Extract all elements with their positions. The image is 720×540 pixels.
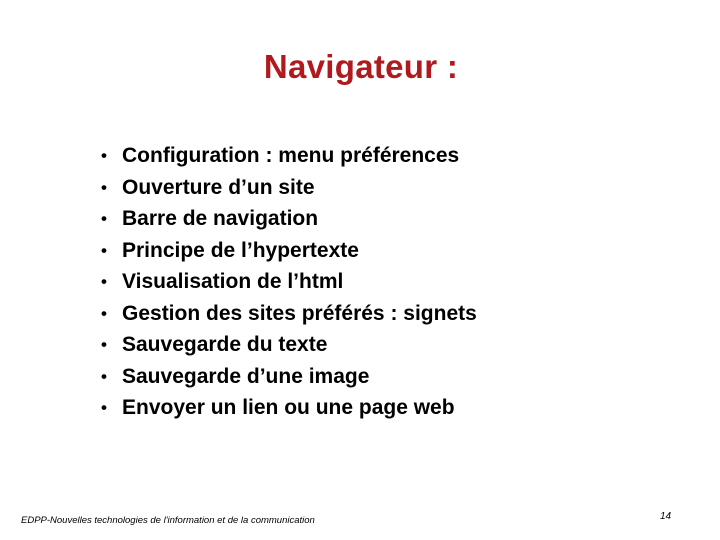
list-item-text: Visualisation de l’html [122, 270, 344, 293]
list-item-text: Principe de l’hypertexte [122, 238, 359, 262]
list-item-text: Configuration : menu préférences [122, 144, 460, 167]
list-item-text: Sauvegarde d’une image [122, 364, 370, 388]
list-item-text: Gestion des sites préférés : signets [122, 301, 477, 325]
footer-text: EDPP-Nouvelles technologies de l'information et de la communication [21, 515, 315, 526]
bullet-icon: • [101, 240, 107, 260]
slide-title-text: Navigateur : [263, 48, 459, 85]
list-item-text: Sauvegarde du texte [122, 333, 328, 356]
bullet-icon: • [101, 335, 107, 354]
list-item-text: Ouverture d’un site [122, 175, 315, 199]
list-item-text: Envoyer un lien ou une page web [122, 396, 455, 419]
bullet-icon: • [101, 209, 107, 228]
bullet-icon: • [101, 272, 107, 291]
bullet-icon: • [101, 303, 107, 323]
bullet-icon: • [101, 146, 107, 165]
page-number: 14 [660, 511, 672, 522]
bullet-icon: • [101, 398, 107, 417]
list-item-text: Barre de navigation [122, 207, 319, 230]
slide-title [0, 48, 720, 86]
bullet-icon: • [101, 177, 107, 197]
bullet-icon: • [101, 366, 107, 386]
